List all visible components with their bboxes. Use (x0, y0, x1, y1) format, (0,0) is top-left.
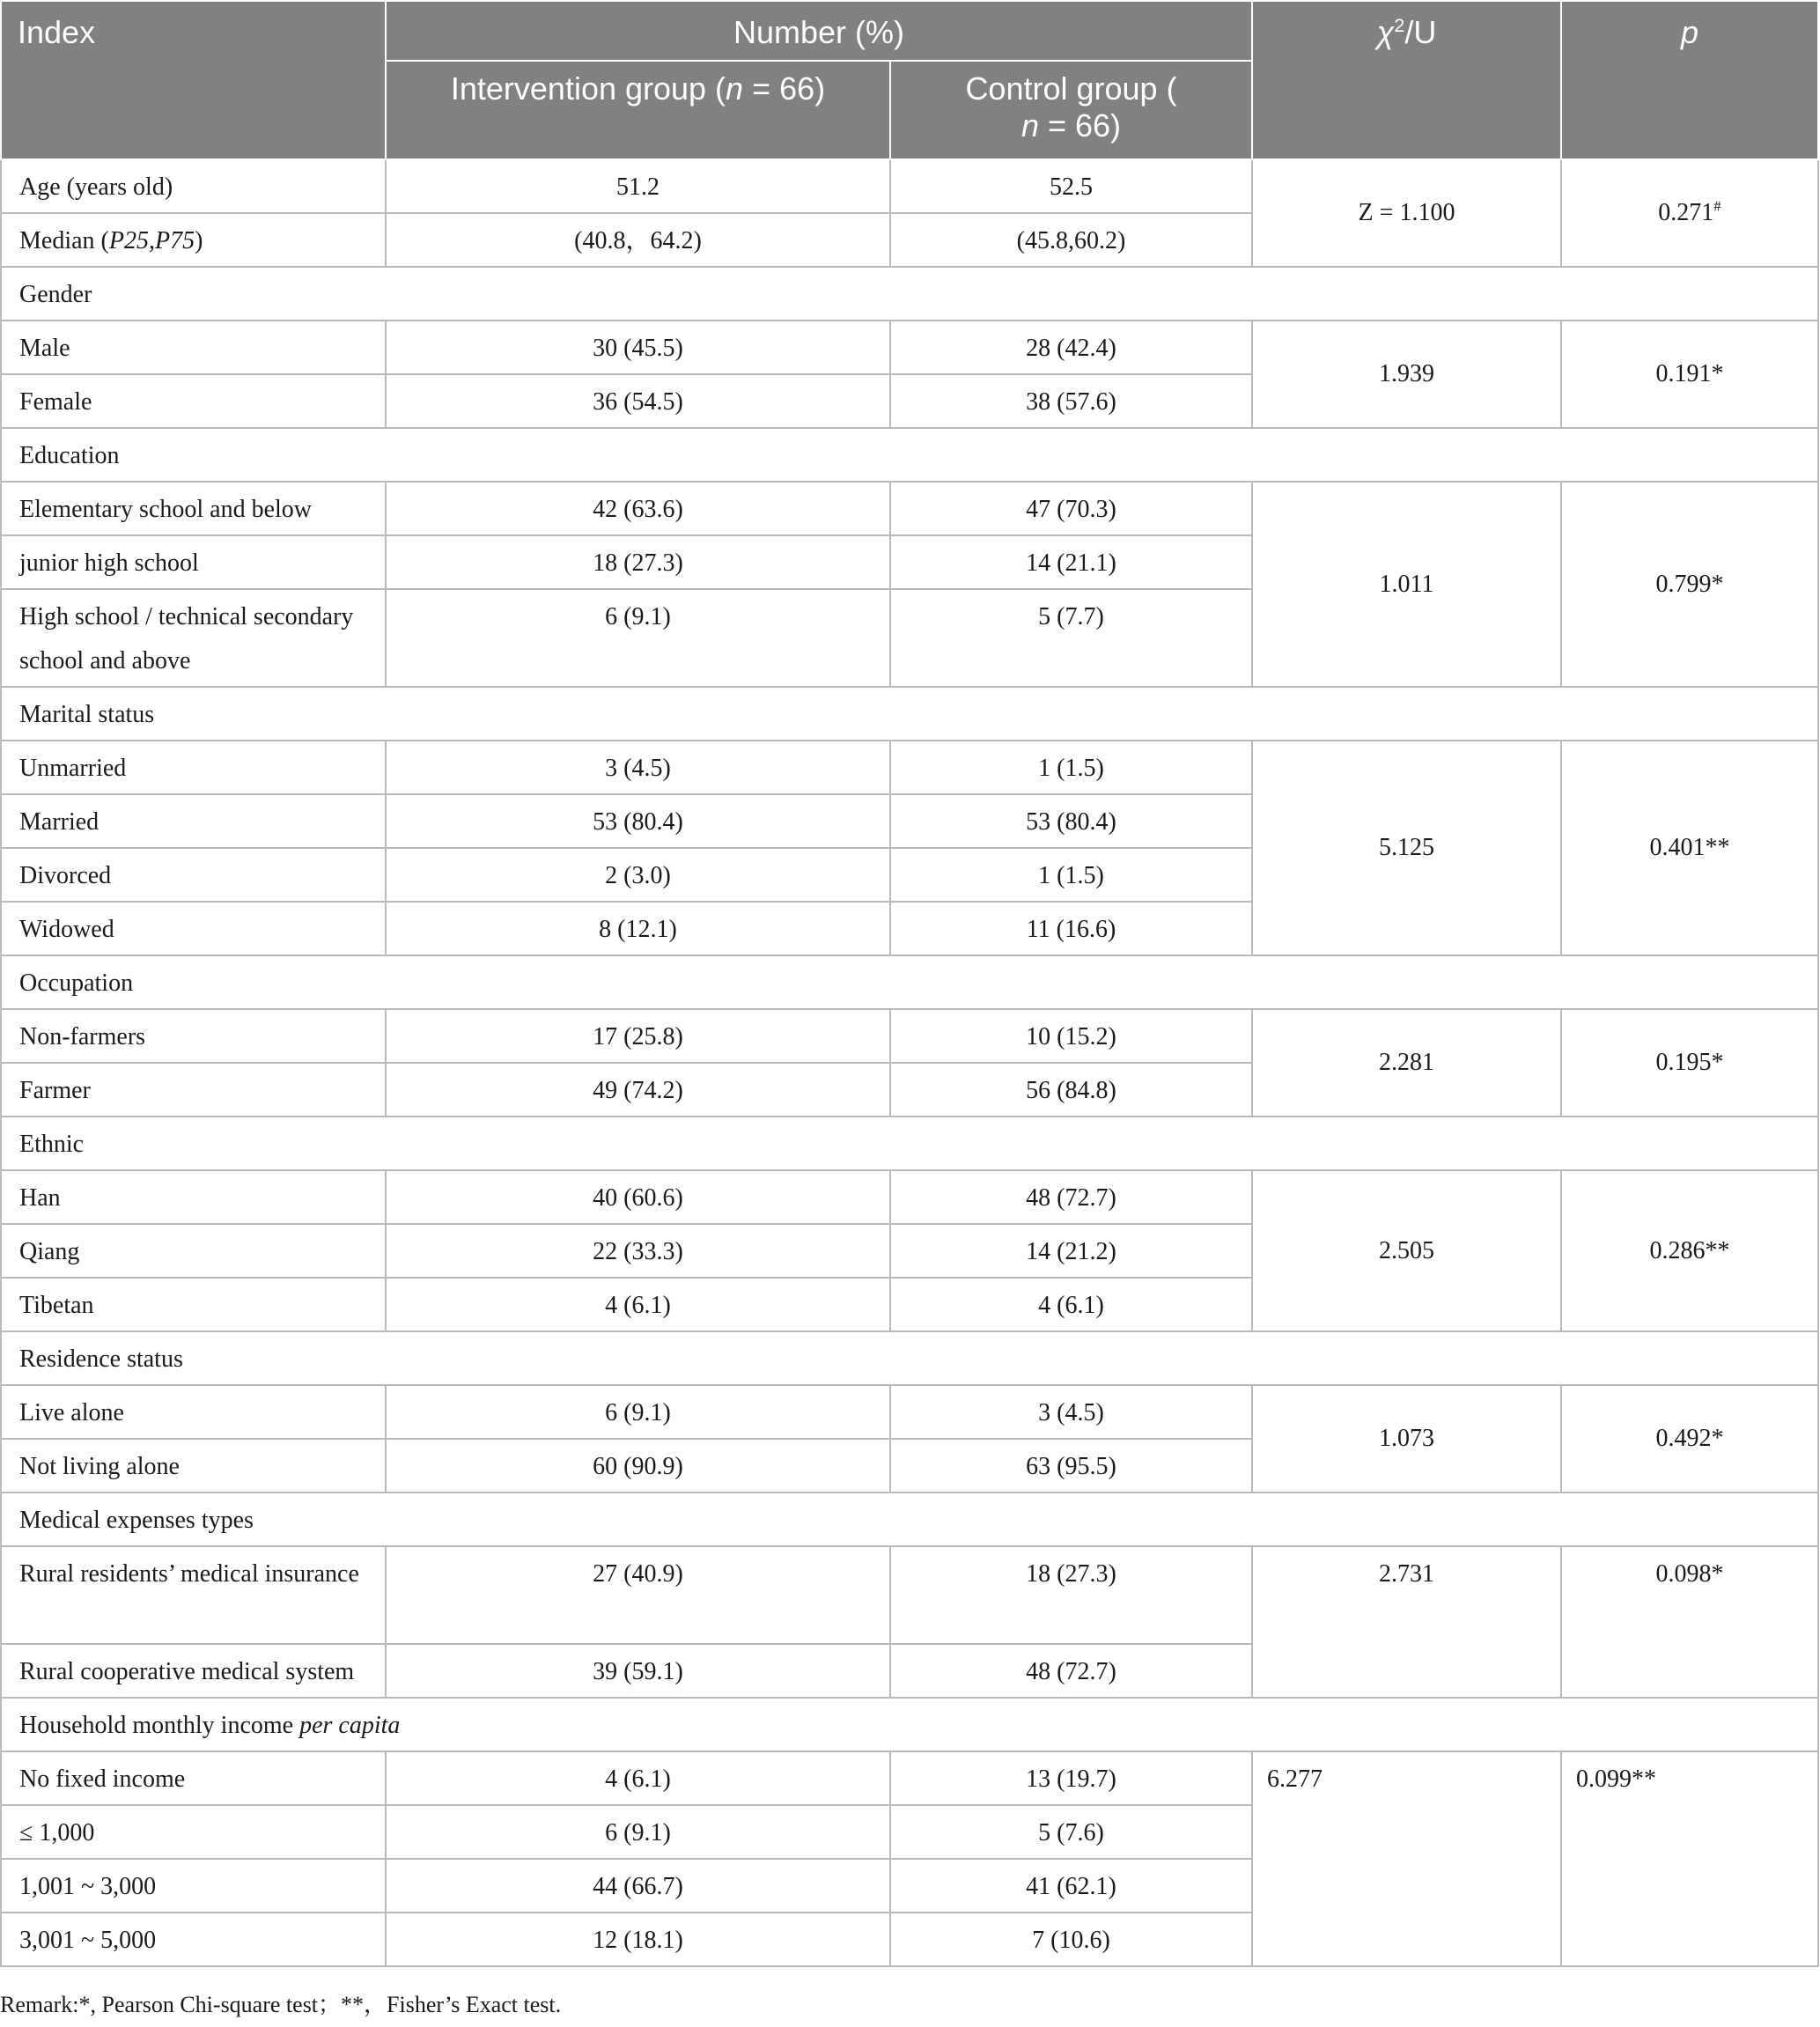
cell-control: 13 (19.7) (890, 1751, 1252, 1805)
row-label: Elementary school and below (1, 482, 386, 535)
header-intervention-prefix: Intervention group ( (450, 70, 726, 107)
row-label: Age (years old) (1, 159, 386, 213)
row-label: Widowed (1, 902, 386, 955)
header-number-percent: Number (%) (386, 1, 1252, 61)
cell-p: 0.799* (1561, 482, 1818, 687)
cell-p-mark: # (1713, 197, 1721, 215)
row-label: Unmarried (1, 741, 386, 794)
table-row (1, 159, 1818, 213)
cell-p: 0.492* (1561, 1385, 1818, 1493)
row-label: 3,001 ~ 5,000 (1, 1913, 386, 1966)
cell-intervention: 30 (45.5) (386, 321, 890, 374)
income-title-pre: Household monthly income (19, 1712, 300, 1739)
row-label: Live alone (1, 1385, 386, 1439)
median-label-italic: P25,P75 (108, 227, 195, 254)
median-label-post: ) (195, 227, 203, 254)
cell-intervention: 51.2 (386, 159, 890, 213)
row-label: Qiang (1, 1224, 386, 1278)
table-row (1, 321, 1818, 374)
cell-control: 18 (27.3) (890, 1546, 1252, 1644)
section-title: Marital status (1, 687, 1818, 741)
section-row (1, 955, 1818, 1009)
cell-control: 48 (72.7) (890, 1644, 1252, 1698)
table-row (1, 1385, 1818, 1439)
cell-p: 0.098* (1561, 1546, 1818, 1698)
header-index: Index (1, 1, 386, 159)
section-row (1, 1698, 1818, 1751)
header-intervention-group (386, 61, 890, 159)
row-label: Non-farmers (1, 1009, 386, 1063)
cell-p: 0.401** (1561, 741, 1818, 955)
cell-statistic: 1.073 (1252, 1385, 1561, 1493)
row-label: 1,001 ~ 3,000 (1, 1859, 386, 1913)
section-row (1, 687, 1818, 741)
cell-control: 38 (57.6) (890, 374, 1252, 428)
cell-p: 0.195* (1561, 1009, 1818, 1117)
section-title (1, 1698, 1818, 1751)
header-control-suffix: = 66) (1038, 107, 1122, 144)
cell-control: 48 (72.7) (890, 1170, 1252, 1224)
row-label: Married (1, 794, 386, 848)
table-row (1, 1170, 1818, 1224)
section-row (1, 267, 1818, 321)
row-label (1, 213, 386, 267)
cell-control: 4 (6.1) (890, 1278, 1252, 1331)
cell-intervention: 40 (60.6) (386, 1170, 890, 1224)
row-label: Farmer (1, 1063, 386, 1117)
row-label: Tibetan (1, 1278, 386, 1331)
section-title: Education (1, 428, 1818, 482)
table-row (1, 482, 1818, 535)
cell-control: 11 (16.6) (890, 902, 1252, 955)
cell-statistic: 6.277 (1252, 1751, 1561, 1966)
row-label: Rural cooperative medical system (1, 1644, 386, 1698)
header-statistic-suffix: /U (1404, 14, 1437, 50)
row-label: ≤ 1,000 (1, 1805, 386, 1859)
row-label: Male (1, 321, 386, 374)
cell-intervention: 6 (9.1) (386, 589, 890, 687)
cell-statistic: 5.125 (1252, 741, 1561, 955)
section-title: Residence status (1, 1331, 1818, 1385)
cell-intervention: 3 (4.5) (386, 741, 890, 794)
table-header (1, 1, 1818, 159)
header-chi-superscript: 2 (1394, 14, 1405, 36)
cell-control: 28 (42.4) (890, 321, 1252, 374)
cell-control: 56 (84.8) (890, 1063, 1252, 1117)
cell-intervention: 44 (66.7) (386, 1859, 890, 1913)
cell-intervention: 42 (63.6) (386, 482, 890, 535)
row-label: Not living alone (1, 1439, 386, 1493)
header-control-n: n (1021, 107, 1039, 144)
cell-intervention: 22 (33.3) (386, 1224, 890, 1278)
cell-intervention: 4 (6.1) (386, 1751, 890, 1805)
cell-statistic: 2.281 (1252, 1009, 1561, 1117)
cell-intervention: 53 (80.4) (386, 794, 890, 848)
cell-control: 53 (80.4) (890, 794, 1252, 848)
row-label: Female (1, 374, 386, 428)
cell-intervention: 18 (27.3) (386, 535, 890, 589)
header-chi-symbol: χ (1376, 14, 1395, 50)
cell-control: 10 (15.2) (890, 1009, 1252, 1063)
section-title: Ethnic (1, 1117, 1818, 1170)
row-label: No fixed income (1, 1751, 386, 1805)
cell-intervention: 12 (18.1) (386, 1913, 890, 1966)
cell-intervention: 17 (25.8) (386, 1009, 890, 1063)
income-title-italic: per capita (299, 1712, 401, 1739)
cell-control: 14 (21.1) (890, 535, 1252, 589)
cell-control: 14 (21.2) (890, 1224, 1252, 1278)
cell-control: 1 (1.5) (890, 741, 1252, 794)
table-row (1, 1009, 1818, 1063)
cell-control: 5 (7.7) (890, 589, 1252, 687)
cell-intervention: 4 (6.1) (386, 1278, 890, 1331)
section-title: Medical expenses types (1, 1493, 1818, 1546)
section-row (1, 1493, 1818, 1546)
cell-statistic: 1.939 (1252, 321, 1561, 428)
cell-intervention: 8 (12.1) (386, 902, 890, 955)
cell-intervention: 2 (3.0) (386, 848, 890, 902)
cell-control: 7 (10.6) (890, 1913, 1252, 1966)
table-body (1, 159, 1818, 1966)
cell-statistic: 1.011 (1252, 482, 1561, 687)
cell-control: 1 (1.5) (890, 848, 1252, 902)
table-remark: Remark:*, Pearson Chi-square test；**，Fisher’s Exact test. (0, 1992, 562, 2017)
section-title: Gender (1, 267, 1818, 321)
row-label: High school / technical secondary school and above (1, 589, 386, 687)
median-label-pre: Median ( (19, 227, 109, 254)
cell-control: 3 (4.5) (890, 1385, 1252, 1439)
cell-intervention: (40.8，64.2) (386, 213, 890, 267)
cell-intervention: 6 (9.1) (386, 1805, 890, 1859)
cell-p: 0.099** (1561, 1751, 1818, 1966)
section-row (1, 428, 1818, 482)
row-label: junior high school (1, 535, 386, 589)
header-control-prefix: Control group ( (965, 70, 1177, 107)
table-row (1, 741, 1818, 794)
cell-intervention: 49 (74.2) (386, 1063, 890, 1117)
cell-intervention: 27 (40.9) (386, 1546, 890, 1644)
row-label: Han (1, 1170, 386, 1224)
section-row (1, 1117, 1818, 1170)
cell-statistic: 2.731 (1252, 1546, 1561, 1698)
header-p-text: p (1680, 14, 1699, 50)
section-row (1, 1331, 1818, 1385)
cell-intervention: 39 (59.1) (386, 1644, 890, 1698)
cell-intervention: 60 (90.9) (386, 1439, 890, 1493)
cell-control: 5 (7.6) (890, 1805, 1252, 1859)
cell-control: 47 (70.3) (890, 482, 1252, 535)
table-row (1, 1751, 1818, 1805)
cell-p: 0.191* (1561, 321, 1818, 428)
row-label: Divorced (1, 848, 386, 902)
cell-p: 0.286** (1561, 1170, 1818, 1331)
cell-intervention: 36 (54.5) (386, 374, 890, 428)
header-p (1561, 1, 1818, 159)
table-row (1, 1546, 1818, 1644)
cell-intervention: 6 (9.1) (386, 1385, 890, 1439)
cell-control: 41 (62.1) (890, 1859, 1252, 1913)
header-statistic (1252, 1, 1561, 159)
header-control-group (890, 61, 1252, 159)
header-intervention-suffix: = 66) (743, 70, 826, 107)
header-intervention-n: n (726, 70, 744, 107)
cell-control: 52.5 (890, 159, 1252, 213)
cell-control: 63 (95.5) (890, 1439, 1252, 1493)
section-title: Occupation (1, 955, 1818, 1009)
row-label: Rural residents’ medical insurance (1, 1546, 386, 1644)
cell-statistic: Z = 1.100 (1252, 159, 1561, 267)
cell-control: (45.8,60.2) (890, 213, 1252, 267)
cell-statistic: 2.505 (1252, 1170, 1561, 1331)
cell-p-value: 0.271 (1658, 199, 1714, 226)
cell-p (1561, 159, 1818, 267)
